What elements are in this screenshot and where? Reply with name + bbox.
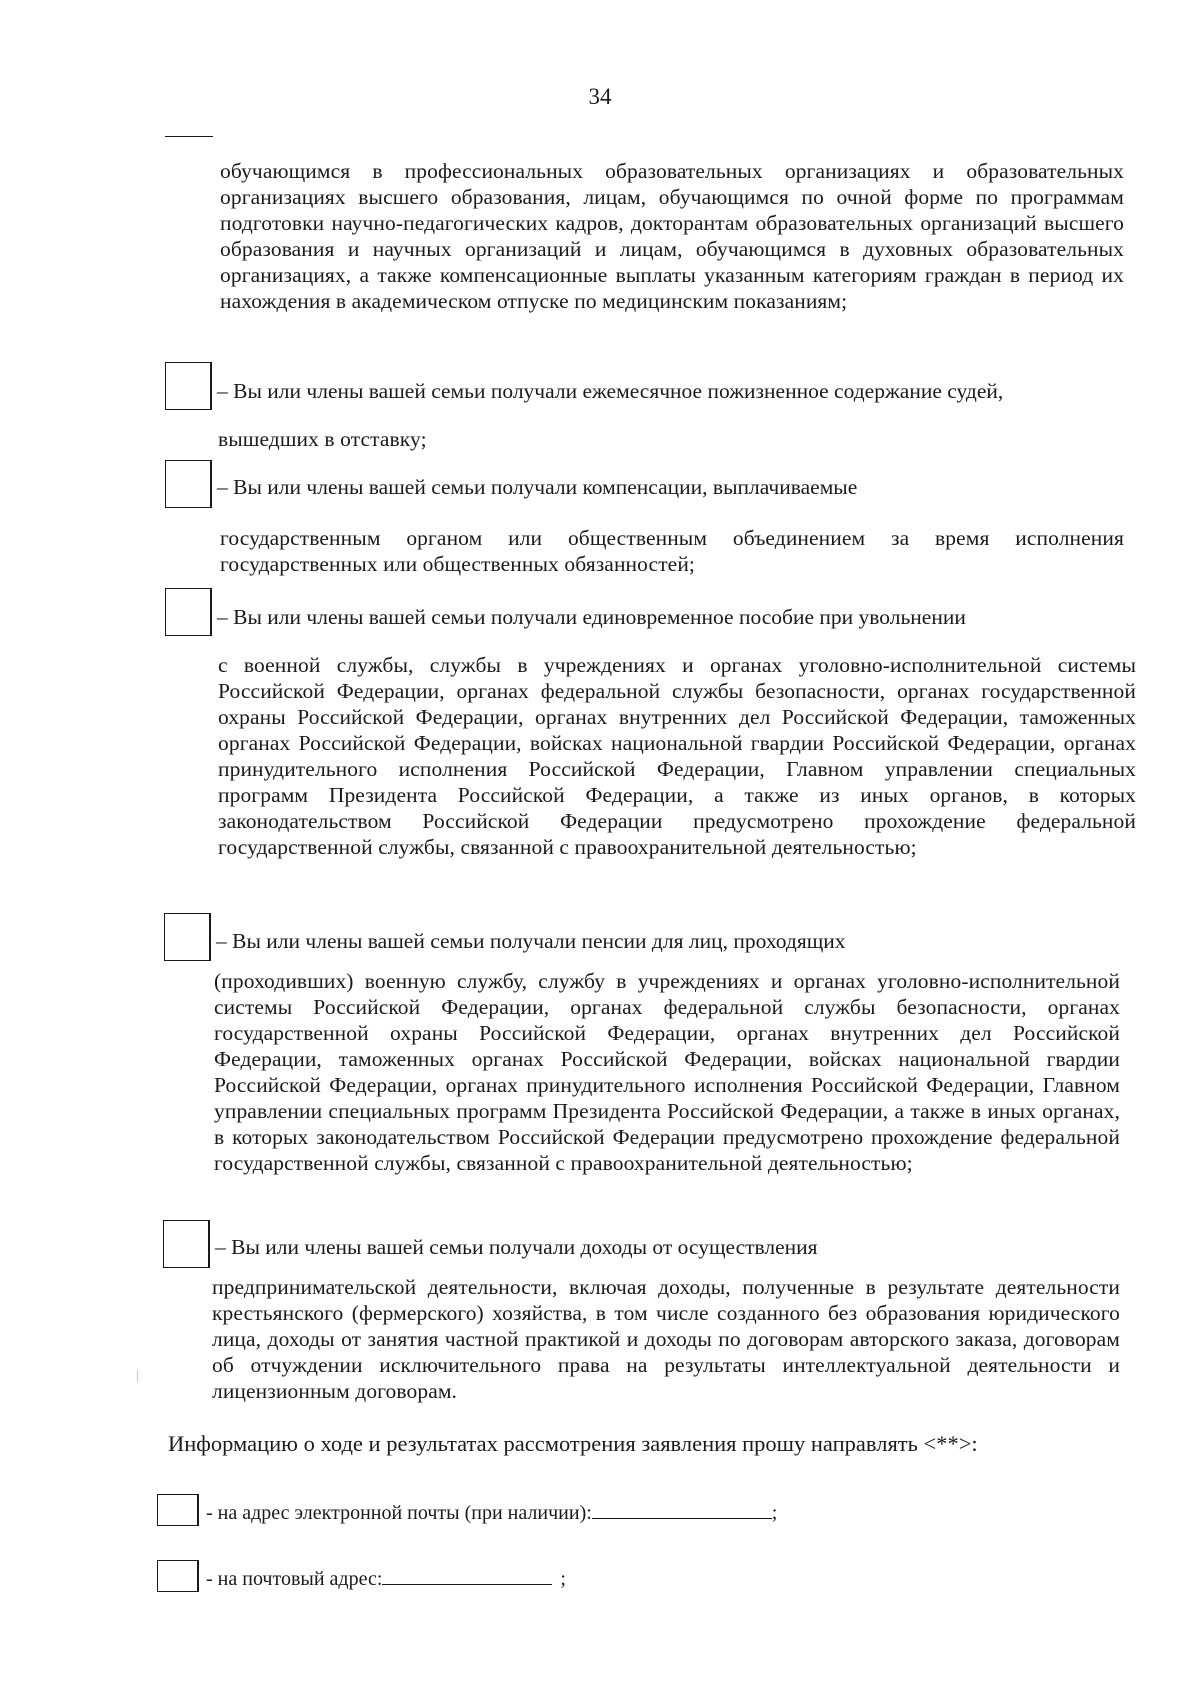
- option-1-checkbox[interactable]: [165, 362, 212, 410]
- postal-delivery-suffix: ;: [560, 1568, 566, 1590]
- email-input-line[interactable]: [592, 1500, 772, 1519]
- scan-mark: [137, 1370, 138, 1382]
- option-2-continuation: государственным органом или общественным объединением за время исполнения государственных или общественных обязанностей;: [220, 526, 1124, 576]
- option-4-label: – Вы или члены вашей семьи получали пенсии для лиц, проходящих: [216, 929, 846, 953]
- option-2-checkbox[interactable]: [165, 460, 212, 508]
- option-5-continuation: предпринимательской деятельности, включая доходы, полученные в результате деятельности крестьянского (фермерского) хозяйства, в том числе созданного без образования юридического лица, доходы от занятия частной практикой и доходы по договорам авторского заказа, договорам об отчуждении исключительного права на результаты интеллектуальной деятельности и лицензионным договорам.: [212, 1275, 1120, 1403]
- option-3-continuation: с военной службы, службы в учреждениях и органах уголовно-исполнительной системы Российской Федерации, органах федеральной службы безопасности, органах государственной охраны Российской Федерации, органах внутренних дел Российской Федерации, таможенных органах Российской Федерации, войсках национальной гвардии Российской Федерации, органах принудительного исполнения Российской Федерации, Главном управлении специальных программ Президента Российской Федерации, а также из иных органов, в которых законодательством Российской Федерации предусмотрено прохождение федеральной государственной службы, связанной с правоохранительной деятельностью;: [218, 653, 1136, 859]
- email-delivery-suffix: ;: [771, 1502, 778, 1524]
- postal-delivery-label: - на почтовый адрес:: [206, 1568, 383, 1590]
- option-3-checkbox[interactable]: [165, 588, 212, 636]
- option-2-label: – Вы или члены вашей семьи получали компенсации, выплачиваемые: [217, 475, 858, 499]
- option-5-label: – Вы или члены вашей семьи получали доходы от осуществления: [215, 1235, 818, 1259]
- postal-delivery-line: [206, 1566, 566, 1591]
- email-delivery-checkbox[interactable]: [157, 1494, 199, 1526]
- option-3-label: – Вы или члены вашей семьи получали единовременное пособие при увольнении: [217, 605, 966, 629]
- info-heading: Информацию о ходе и результатах рассмотрения заявления прошу направлять <**>:: [168, 1431, 978, 1456]
- email-delivery-line: [206, 1500, 777, 1525]
- page-number: 34: [588, 84, 612, 109]
- option-5-checkbox[interactable]: [163, 1220, 210, 1268]
- option-4-continuation: (проходивших) военную службу, службу в учреждениях и органах уголовно-исполнительной системы Российской Федерации, органах федеральной службы безопасности, органах государственной охраны Российской Федерации, органах внутренних дел Российской Федерации, таможенных органах Российской Федерации, войсках национальной гвардии Российской Федерации, органах принудительного исполнения Российской Федерации, Главном управлении специальных программ Президента Российской Федерации, а также в иных органах, в которых законодательством Российской Федерации предусмотрено прохождение федеральной государственной службы, связанной с правоохранительной деятельностью;: [214, 969, 1120, 1175]
- option-4-checkbox[interactable]: [164, 913, 211, 961]
- option-1-label: – Вы или члены вашей семьи получали ежемесячное пожизненное содержание судей,: [217, 379, 1004, 403]
- postal-address-input-line[interactable]: [382, 1566, 552, 1585]
- email-delivery-label: - на адрес электронной почты (при наличии):: [206, 1502, 592, 1524]
- intro-paragraph: обучающимся в профессиональных образовательных организациях и образовательных организациях высшего образования, лицам, обучающимся по очной форме по программам подготовки научно-педагогических кадров, докторантам образовательных организаций высшего образования и научных организаций и лицам, обучающимся в духовных образовательных организациях, а также компенсационные выплаты указанным категориям граждан в период их нахождения в академическом отпуске по медицинским показаниям;: [220, 159, 1124, 313]
- postal-delivery-checkbox[interactable]: [157, 1560, 199, 1592]
- top-dash-divider: [165, 136, 213, 137]
- option-1-continuation: вышедших в отставку;: [218, 427, 427, 451]
